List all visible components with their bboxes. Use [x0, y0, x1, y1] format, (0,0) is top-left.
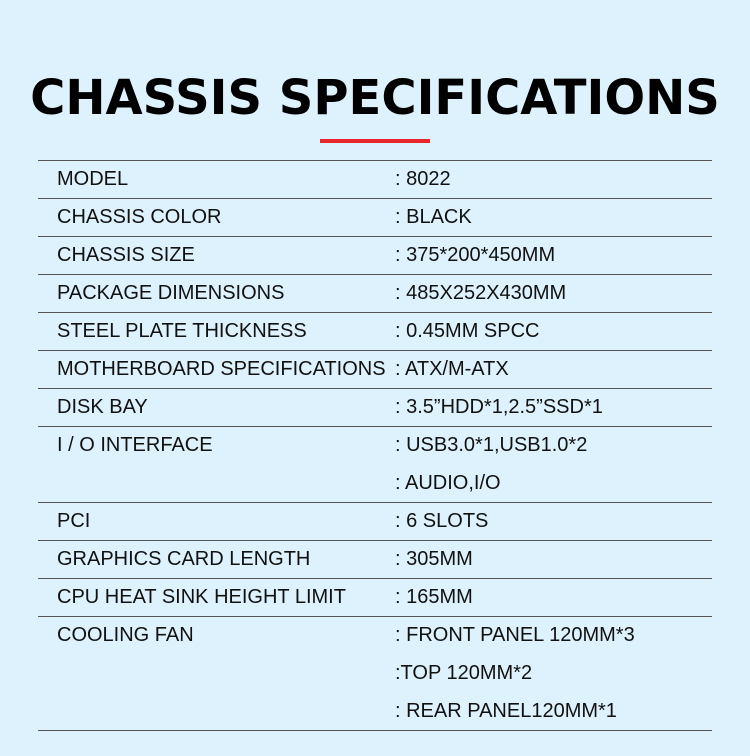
spec-row — [38, 617, 712, 731]
spec-row — [38, 541, 712, 579]
spec-value: : 165MM — [395, 586, 473, 608]
spec-value: : BLACK — [395, 206, 472, 228]
spec-label: PCI — [57, 510, 91, 532]
spec-value: : ATX/M-ATX — [395, 358, 509, 380]
spec-label: CPU HEAT SINK HEIGHT LIMIT — [57, 586, 346, 608]
spec-value: : 8022 — [395, 168, 451, 190]
spec-values — [395, 503, 712, 540]
spec-values — [395, 617, 712, 730]
spec-values — [395, 275, 712, 312]
spec-label: COOLING FAN — [57, 624, 194, 646]
spec-values — [395, 351, 712, 388]
spec-label: MOTHERBOARD SPECIFICATIONS — [57, 358, 386, 380]
spec-label: GRAPHICS CARD LENGTH — [57, 548, 311, 570]
spec-value: : 3.5”HDD*1,2.5”SSD*1 — [395, 396, 603, 418]
spec-values — [395, 389, 712, 426]
spec-value: : 485X252X430MM — [395, 282, 567, 304]
spec-label: CHASSIS COLOR — [57, 206, 222, 228]
spec-value: : 0.45MM SPCC — [395, 320, 540, 342]
spec-row — [38, 275, 712, 313]
title-underline — [320, 139, 430, 143]
spec-values — [395, 237, 712, 274]
spec-row — [38, 313, 712, 351]
spec-row — [38, 389, 712, 427]
spec-value: : FRONT PANEL 120MM*3 — [395, 624, 635, 646]
spec-values — [395, 199, 712, 236]
spec-value: : 375*200*450MM — [395, 244, 556, 266]
spec-value: : AUDIO,I/O — [395, 472, 501, 494]
spec-value: : USB3.0*1,USB1.0*2 — [395, 434, 588, 456]
spec-values — [395, 579, 712, 616]
spec-label: STEEL PLATE THICKNESS — [57, 320, 307, 342]
spec-values — [395, 313, 712, 350]
spec-row — [38, 427, 712, 503]
spec-label: PACKAGE DIMENSIONS — [57, 282, 285, 304]
page-title: CHASSIS SPECIFICATIONS — [30, 70, 720, 126]
spec-value: : 6 SLOTS — [395, 510, 489, 532]
spec-label: MODEL — [57, 168, 129, 190]
spec-row — [38, 503, 712, 541]
spec-label: CHASSIS SIZE — [57, 244, 195, 266]
spec-values — [395, 541, 712, 578]
spec-label: I / O INTERFACE — [57, 434, 213, 456]
spec-row — [38, 237, 712, 275]
spec-value: : REAR PANEL120MM*1 — [395, 700, 617, 722]
spec-row — [38, 579, 712, 617]
spec-table — [38, 160, 712, 731]
spec-value: :TOP 120MM*2 — [395, 662, 533, 684]
spec-values — [395, 427, 712, 502]
spec-row — [38, 161, 712, 199]
spec-row — [38, 199, 712, 237]
spec-value: : 305MM — [395, 548, 473, 570]
spec-values — [395, 161, 712, 198]
spec-row — [38, 351, 712, 389]
spec-label: DISK BAY — [57, 396, 148, 418]
